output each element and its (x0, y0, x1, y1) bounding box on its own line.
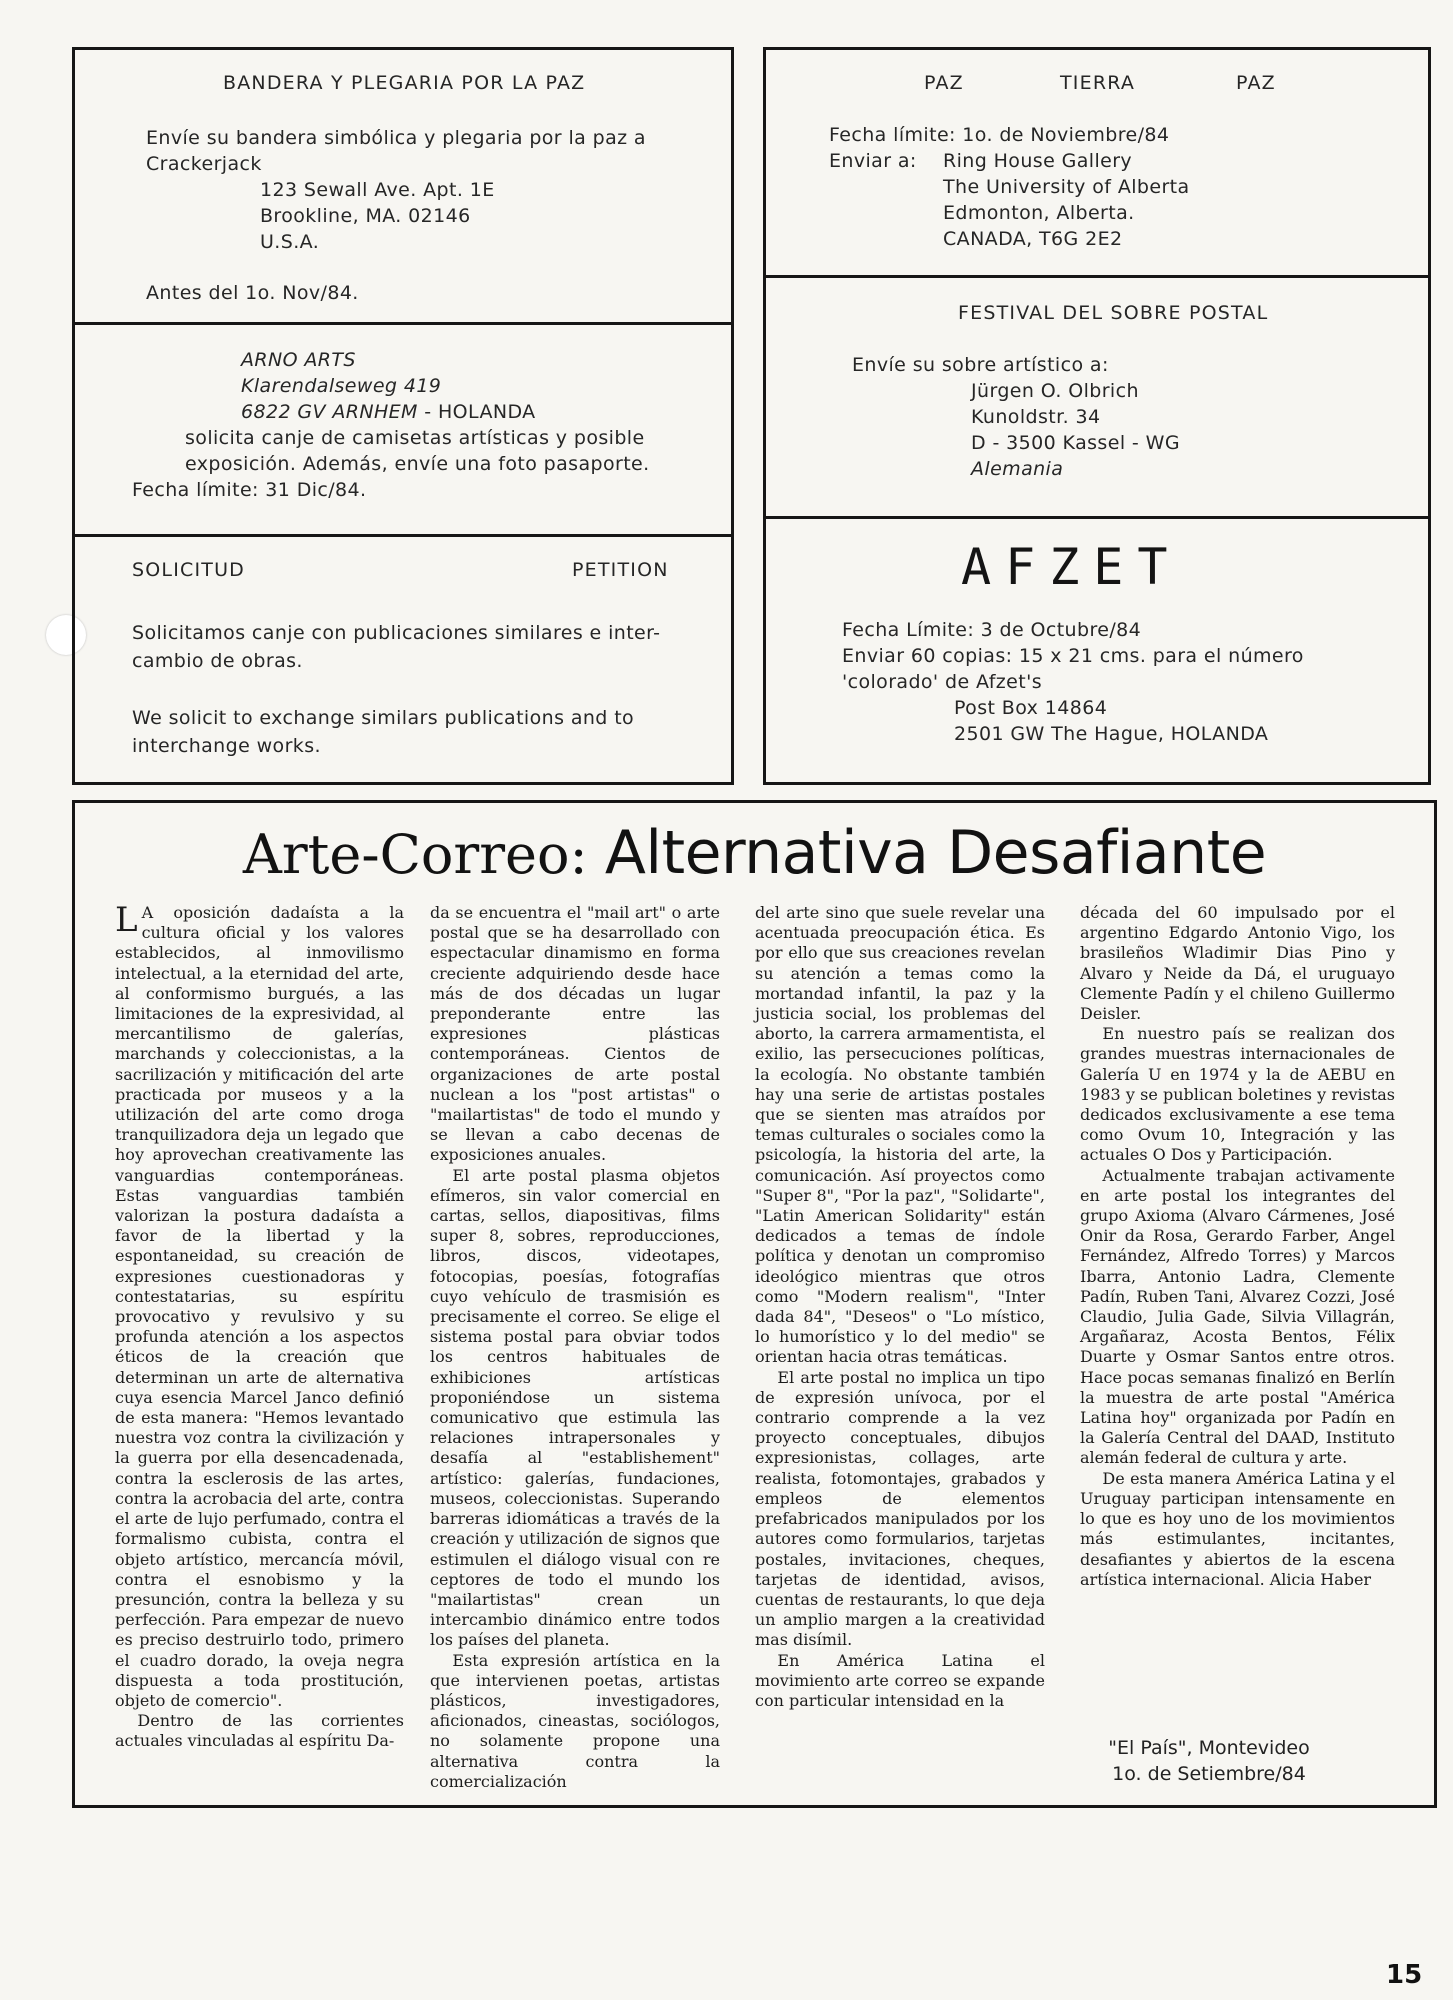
drop-cap: L (115, 900, 138, 940)
address-line (241, 399, 536, 426)
notice-title: BANDERA Y PLEGARIA POR LA PAZ (223, 72, 586, 94)
deadline-text: Fecha límite: 1o. de Noviembre/84 (829, 124, 1170, 146)
notice-text: Envíe su bandera simbólica y plegaria por la paz a (146, 127, 646, 149)
article-title-part2: Alternativa Desafiante (604, 818, 1267, 888)
notice-text: Crackerjack (146, 153, 262, 175)
deadline-text: Fecha límite: 31 Dic/84. (132, 479, 367, 501)
deadline-text: Fecha Límite: 3 de Octubre/84 (842, 619, 1142, 641)
notice-text: We solicit to exchange similars publications and to (132, 707, 635, 729)
article-source (1084, 1735, 1334, 1787)
notice-title: FESTIVAL DEL SOBRE POSTAL (958, 302, 1269, 324)
notice-text: Solicitamos canje con publicaciones similares e inter- (132, 622, 661, 644)
source-publication: "El País", Montevideo (1108, 1737, 1310, 1759)
address-line: The University of Alberta (943, 176, 1190, 198)
notice-title: PAZ (1236, 72, 1276, 94)
paragraph: De esta manera América Latina y el Uruguay participan intensamente en lo que es hoy uno de los movimientos más estimulantes, incitantes, desafiantes y abiertos de la escena artística internacional. Alicia Haber (1080, 1468, 1395, 1589)
paragraph (115, 900, 404, 1711)
source-date: 1o. de Setiembre/84 (1112, 1763, 1306, 1785)
page-number: 15 (1386, 1960, 1423, 1990)
article-title (75, 818, 1434, 888)
notice-text: Enviar a: (829, 150, 917, 172)
notice-title: TIERRA (1060, 72, 1136, 94)
notice-title-en: PETITION (572, 559, 669, 581)
paragraph: Dentro de las corrientes actuales vinculadas al espíritu Da- (115, 1711, 404, 1751)
address-line: 123 Sewall Ave. Apt. 1E (260, 179, 495, 201)
article-column-1 (115, 900, 404, 1752)
paragraph: En América Latina el movimiento arte correo se expande con particular intensidad en la (755, 1650, 1045, 1710)
notice-arno-arts (75, 325, 731, 535)
article-column-2 (430, 903, 720, 1792)
notice-title: PAZ (924, 72, 964, 94)
notice-text: cambio de obras. (132, 650, 303, 672)
address-city: 6822 GV ARNHEM (241, 401, 418, 423)
notice-afzet (766, 519, 1428, 785)
paragraph: del arte sino que suele revelar una acentuada preocupación ética. Es por ello que sus creaciones revelan su atención a temas como la mortandad infantil, la paz y la justicia social, los problemas del aborto, la carrera armamentista, el exilio, las persecuciones políticas, la ecología. No obstante también hay una serie de artistas postales que se sienten mas atraídos por temas culturales o sociales como la psicología, la historia del arte, la comunicación. Así proyectos como "Super 8", "Por la paz", "Solidarte", "Latin American Solidarity" están dedicados a temas de índole política y denotan un compromiso ideológico mientras que otros como "Modern realism", "Inter dada 84", "Deseos" o "Lo místico, lo humorístico y lo del medio" se orientan hacia otras temáticas. (755, 903, 1045, 1367)
notice-paz-tierra-paz (766, 50, 1428, 278)
address-line: Alemania (971, 458, 1064, 480)
address-line: Edmonton, Alberta. (943, 202, 1135, 224)
notice-solicitud (75, 537, 731, 785)
address-line: Brookline, MA. 02146 (260, 205, 471, 227)
address-line: Kunoldstr. 34 (971, 406, 1101, 428)
address-line: Post Box 14864 (954, 697, 1108, 719)
paragraph: da se encuentra el "mail art" o arte postal que se ha desarrollado con espectacular dinamismo en forma creciente adquiriendo desde hace más de dos décadas un lugar preponderante entre las expresiones plásticas contemporáneas. Cientos de organizaciones de arte postal nuclean a los "post artistas" o "mailartistas" de todo el mundo y se llevan a cabo decenas de exposiciones anuales. (430, 903, 720, 1165)
notice-title: AFZET (961, 538, 1182, 596)
notice-title: ARNO ARTS (241, 349, 356, 371)
right-notices-panel (763, 47, 1431, 785)
notice-bandera (75, 50, 731, 325)
article-box (72, 800, 1437, 1808)
notice-text: solicita canje de camisetas artísticas y posible (185, 427, 645, 449)
address-country: - HOLANDA (417, 401, 536, 423)
address-line: Ring House Gallery (943, 150, 1133, 172)
article-column-4 (1080, 903, 1395, 1723)
notice-title: SOLICITUD (132, 559, 246, 581)
address-line: 2501 GW The Hague, HOLANDA (954, 723, 1269, 745)
notice-text: Enviar 60 copias: 15 x 21 cms. para el número (842, 645, 1304, 667)
address-line: U.S.A. (260, 231, 320, 253)
paragraph: El arte postal plasma objetos efímeros, sin valor comercial en cartas, sellos, diapositivas, films super 8, sobres, reproducciones, libros, discos, videotapes, fotocopias, poesías, fotografías cuyo vehículo de trasmisión es precisamente el correo. Se elige el sistema postal para obviar todos los centros habituales de exhibiciones artísticas proponiéndose un sistema comunicativo que estimula las relaciones intrapersonales y desafía al "establishement" artístico: galerías, fundaciones, museos, coleccionistas. Superando barreras idiomáticas a través de la creación y utilización de signos que estimulen el diálogo visual con re ceptores de todo el mundo los "mailartistas" crean un intercambio dinámico entre todos los países del planeta. (430, 1165, 720, 1650)
paragraph: Esta expresión artística en la que intervienen poetas, artistas plásticos, investigadores, aficionados, cineastas, sociólogos, no solamente propone una alternativa contra la comercialización (430, 1650, 720, 1791)
notice-text: interchange works. (132, 735, 321, 757)
article-title-part1: Arte-Correo: (242, 823, 605, 886)
paragraph: El arte postal no implica un tipo de expresión unívoca, por el contrario comprende a la vez proyecto conceptuales, dibujos expresionistas, collages, arte realista, fotomontajes, grabados y empleos de elementos prefabricados manipulados por los autores como formularios, tarjetas postales, invitaciones, cheques, tarjetas de identidad, avisos, cuentas de restaurants, lo que deja un amplio margen a la creatividad mas disímil. (755, 1367, 1045, 1650)
article-column-3 (755, 903, 1045, 1711)
paragraph: En nuestro país se realizan dos grandes muestras internacionales de Galería U en 1974 y la de AEBU en 1983 y se publican boletines y revistas dedicados exclusivamente a ese tema como Ovum 10, Integración y las actuales O Dos y Participación. (1080, 1024, 1395, 1165)
address-line: CANADA, T6G 2E2 (943, 228, 1123, 250)
address-line: Klarendalseweg 419 (241, 375, 442, 397)
notice-text: 'colorado' de Afzet's (842, 671, 1043, 693)
address-line: Jürgen O. Olbrich (971, 380, 1139, 402)
deadline-text: Antes del 1o. Nov/84. (146, 282, 359, 304)
paragraph: década del 60 impulsado por el argentino Edgardo Antonio Vigo, los brasileños Wladimir Dias Pino y Alvaro y Neide da Dá, el uruguayo Clemente Padín y el chileno Guillermo Deisler. (1080, 903, 1395, 1024)
left-notices-panel (72, 47, 734, 785)
paragraph-text: A oposición dadaísta a la cultura oficial y los valores establecidos, al inmovilismo intelectual, a la eternidad del arte, al conformismo burgués, a las limitaciones de la expresividad, al mercantilismo de galerías, marchands y coleccionistas, a la sacrilización y mitificación del arte practicada por museos y a la utilización del arte como droga tranquilizadora deja un legado que hoy aprovechan creativamente las vanguardias contemporáneas. Estas vanguardias también valorizan la postura dadaísta a favor de la libertad y la espontaneidad, su creación de expresiones cuestionadoras y contestatarias, su espíritu provocativo y revulsivo y su profunda atención a los aspectos éticos de la creación que determinan un arte de alternativa cuya esencia Marcel Janco definió de esta manera: "Hemos levantado nuestra voz contra la civilización y la guerra por ella desencadenada, contra la esclerosis de las artes, contra la acrobacia del arte, contra el arte de lujo perfumado, contra el formalismo cubista, contra el objeto artístico, mercancía móvil, contra el esnobismo y la presunción, contra la belleza y su perfección. Para empezar de nuevo es preciso destruirlo todo, primero el cuadro dorado, la oveja negra dispuesta a toda prostitución, objeto de comercio". (115, 903, 404, 1710)
notice-text: exposición. Además, envíe una foto pasaporte. (185, 453, 650, 475)
paragraph: Actualmente trabajan activamente en arte postal los integrantes del grupo Axioma (Alvaro Cármenes, José Onir da Rosa, Gerardo Farber, Angel Fernández, Alfredo Torres) y Marcos Ibarra, Antonio Ladra, Clemente Padín, Ruben Tani, Alvarez Cozzi, José Claudio, Julia Gade, Silvia Villagrán, Argañaraz, Acosta Bentos, Félix Duarte y Osmar Santos entre otros. Hace pocas semanas finalizó en Berlín la muestra de arte postal "América Latina hoy" organizada por Padín en la Galería Central del DAAD, Instituto alemán federal de cultura y arte. (1080, 1165, 1395, 1468)
notice-festival-sobre (766, 278, 1428, 513)
notice-text: Envíe su sobre artístico a: (852, 354, 1109, 376)
address-line: D - 3500 Kassel - WG (971, 432, 1180, 454)
